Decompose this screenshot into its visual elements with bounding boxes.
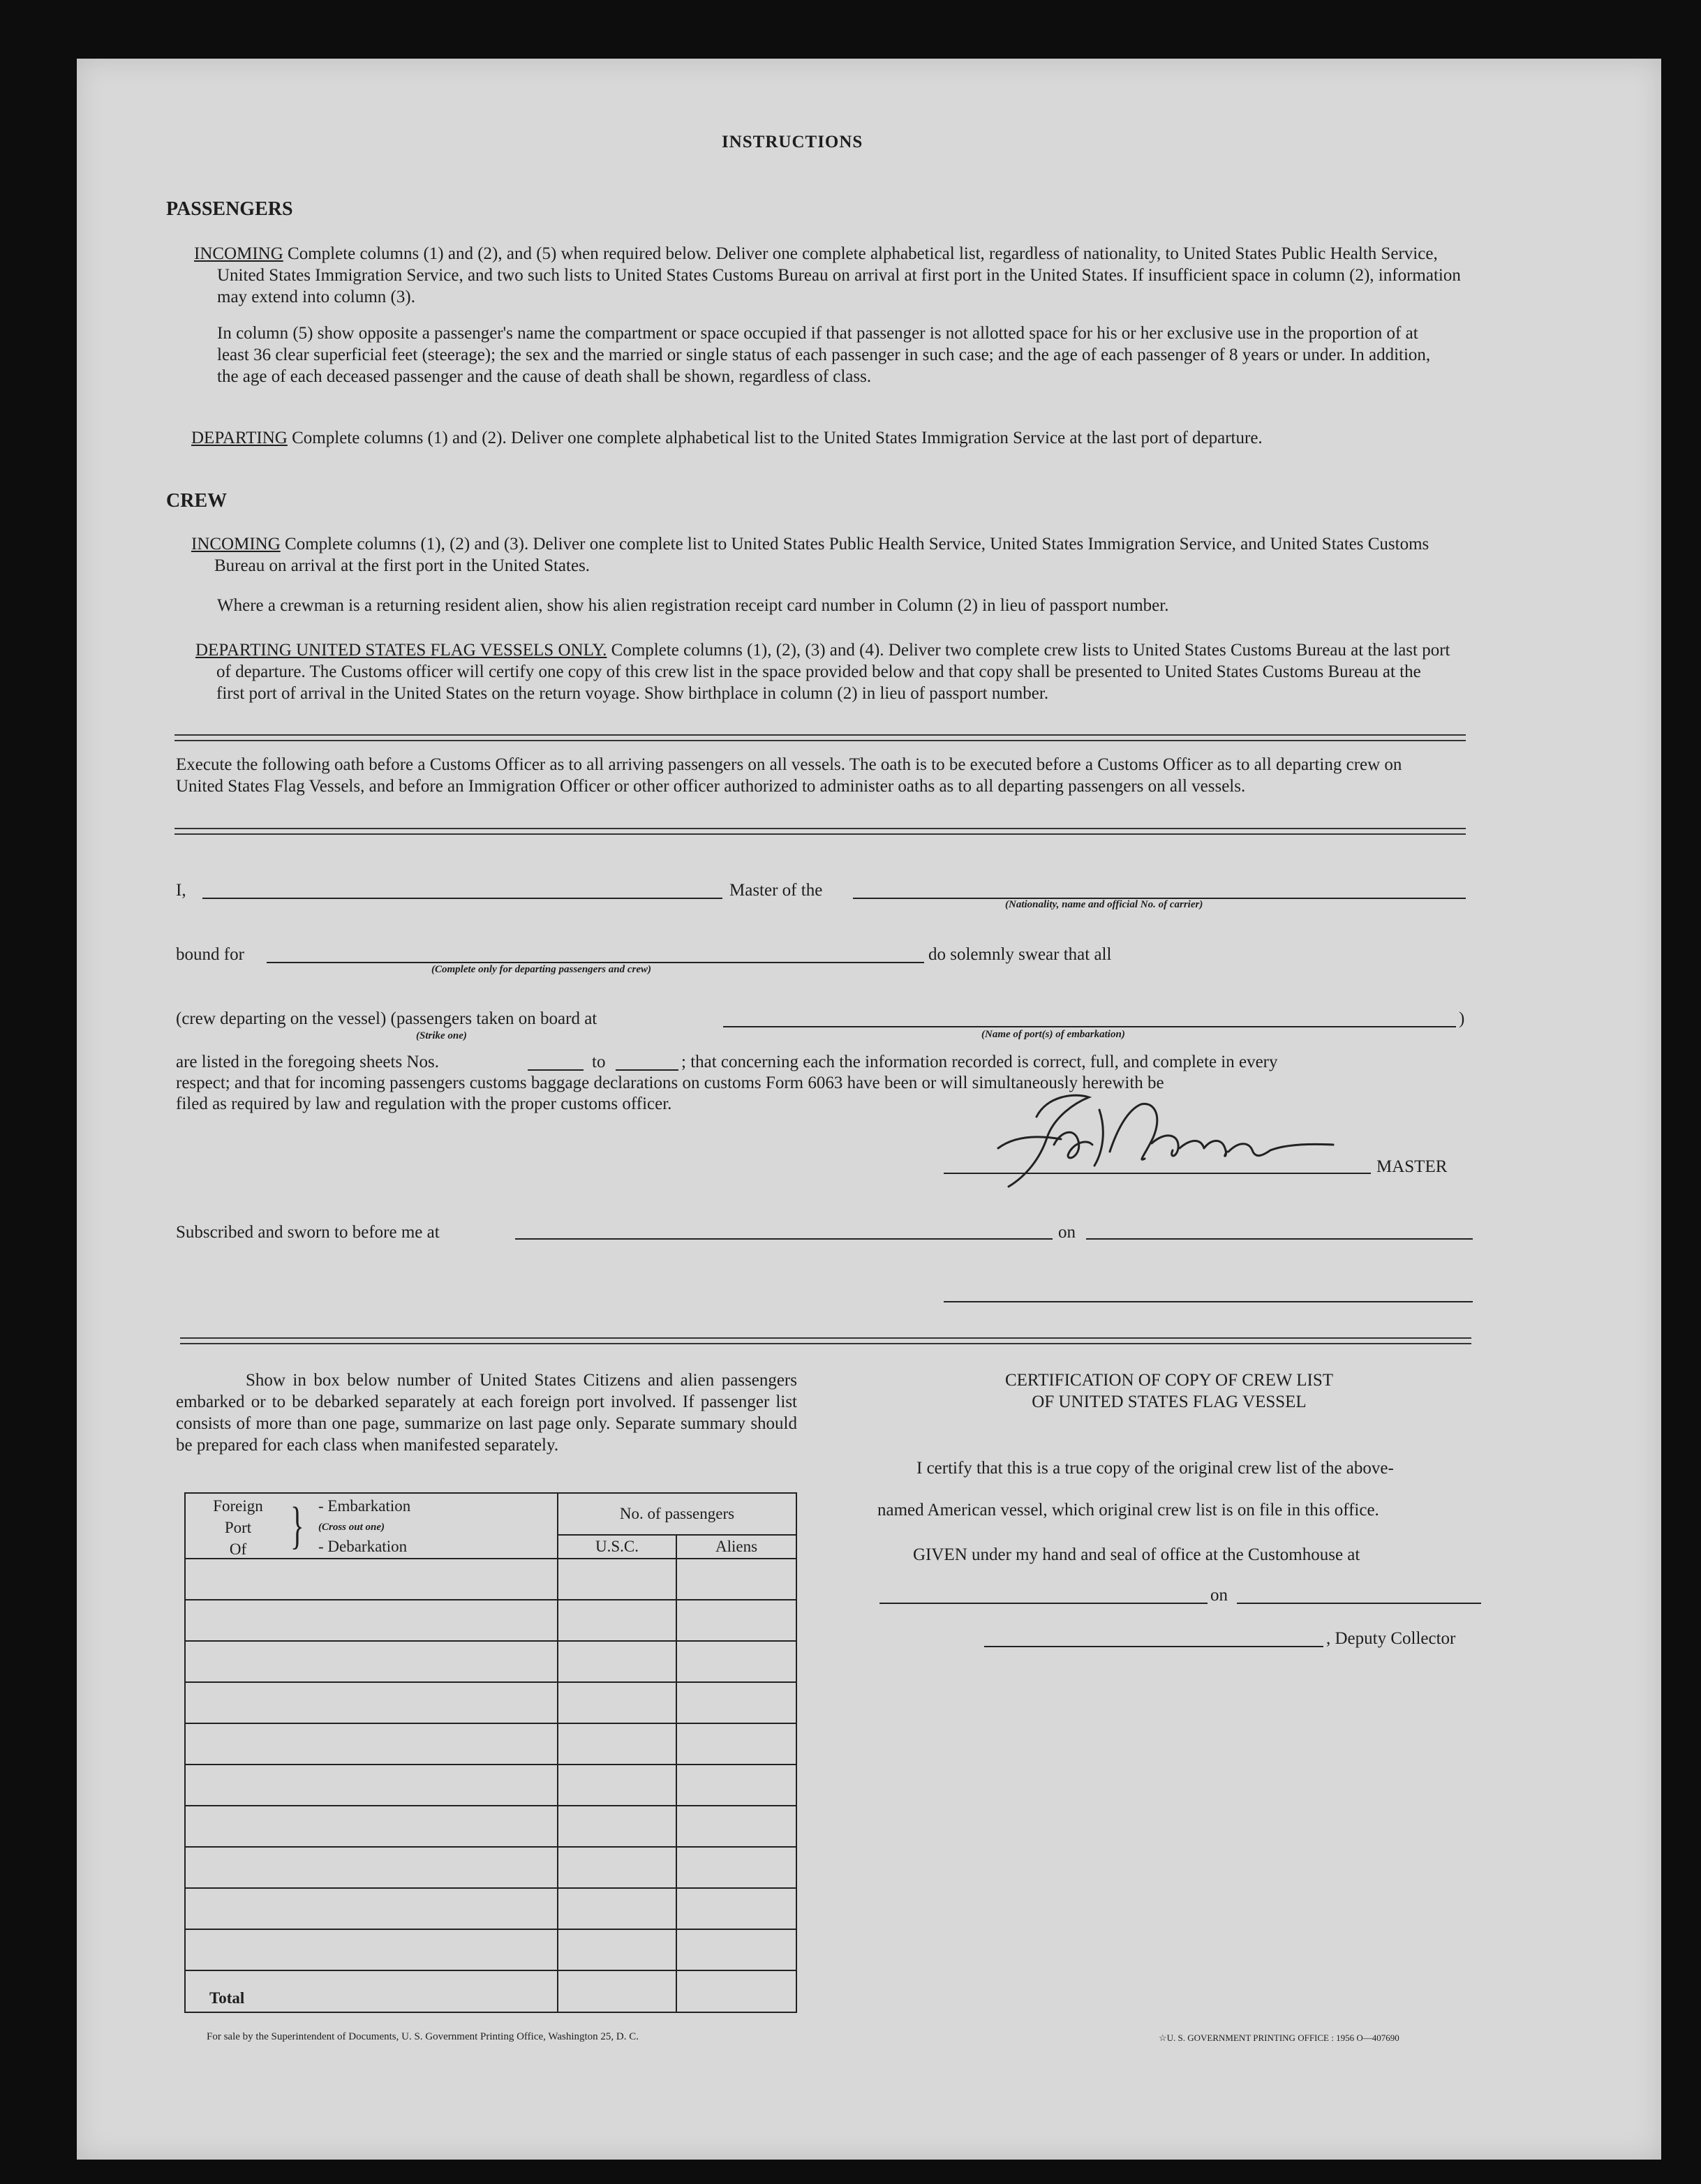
usc-cell[interactable] <box>558 1888 676 1929</box>
port-cell[interactable] <box>185 1765 558 1806</box>
passengers-incoming-paragraph <box>194 243 1463 308</box>
usc-cell[interactable] <box>558 1600 676 1641</box>
strike-one-caption: (Strike one) <box>416 1030 467 1041</box>
passengers-incoming-label: INCOMING <box>194 244 283 263</box>
aliens-cell[interactable] <box>676 1806 796 1847</box>
crew-incoming-paragraph <box>191 533 1453 577</box>
debarkation-label: - Debarkation <box>318 1538 408 1555</box>
bound-for-field[interactable] <box>267 962 924 963</box>
port-header-cell <box>185 1493 558 1559</box>
total-aliens-cell[interactable] <box>676 1970 796 2012</box>
subscribed-label: Subscribed and sworn to before me at <box>176 1223 440 1242</box>
certification-on-label: on <box>1210 1586 1228 1605</box>
usc-cell[interactable] <box>558 1806 676 1847</box>
table-row <box>185 1765 796 1806</box>
passengers-column-five-paragraph: In column (5) show opposite a passenger's name the compartment or space occupied if that passenger is not allotted space for his or her exclusive use in the proportion of at least 36 clear superficial feet (steerage); the sex and the married or single status of each passenger in such case; and the age of each passenger of 8 years or under. In addition, the age of each deceased passenger and the cause of death shall be shown, regardless of class. <box>217 324 1431 386</box>
table-row <box>185 1641 796 1682</box>
of-label: Of <box>229 1540 247 1558</box>
crew-heading: CREW <box>166 490 228 512</box>
listed-text-filed: filed as required by law and regulation with the proper customs officer. <box>176 1094 672 1113</box>
port-cell[interactable] <box>185 1723 558 1765</box>
total-usc-cell[interactable] <box>558 1970 676 2012</box>
usc-cell[interactable] <box>558 1559 676 1600</box>
aliens-cell[interactable] <box>676 1682 796 1723</box>
oath-i-label: I, <box>176 881 186 900</box>
aliens-cell[interactable] <box>676 1723 796 1765</box>
table-row <box>185 1600 796 1641</box>
certification-title <box>872 1369 1466 1413</box>
officer-signature-field[interactable] <box>944 1301 1473 1302</box>
port-cell[interactable] <box>185 1682 558 1723</box>
crew-incoming-text: Complete columns (1), (2) and (3). Deliver one complete list to United States Public Health Service, United States Immigration Service, and United States Customs Bureau on arrival at the first port in the United States. <box>214 535 1429 575</box>
deputy-collector-field[interactable] <box>984 1646 1323 1647</box>
usc-cell[interactable] <box>558 1765 676 1806</box>
usc-cell[interactable] <box>558 1641 676 1682</box>
certification-line-2: named American vessel, which original crew list is on file in this office. <box>877 1501 1379 1520</box>
port-label: Port <box>224 1519 252 1536</box>
nationality-caption: (Nationality, name and official No. of carrier) <box>1005 899 1203 910</box>
listed-text-respect: respect; and that for incoming passengers customs baggage declarations on customs Form 6063 have been or will simultaneously herewith be <box>176 1074 1164 1092</box>
port-cell[interactable] <box>185 1600 558 1641</box>
deputy-collector-label: , Deputy Collector <box>1326 1629 1456 1648</box>
port-cell[interactable] <box>185 1929 558 1970</box>
usc-header: U.S.C. <box>558 1535 676 1559</box>
summary-instruction: Show in box below number of United States Citizens and alien passengers embarked or to be debarked separately at each foreign port involved. If passenger list consists of more than one page, summarize on last page only. Separate summary should be prepared for each class when manifested separately. <box>176 1371 797 1455</box>
footer-printing-office: ☆U. S. GOVERNMENT PRINTING OFFICE : 1956 O—407690 <box>1159 2033 1399 2043</box>
ports-caption: (Name of port(s) of embarkation) <box>981 1029 1125 1040</box>
port-cell[interactable] <box>185 1888 558 1929</box>
port-cell[interactable] <box>185 1641 558 1682</box>
sworn-on-label: on <box>1058 1223 1076 1242</box>
aliens-cell[interactable] <box>676 1765 796 1806</box>
sworn-date-field[interactable] <box>1086 1238 1473 1240</box>
oath-instruction-paragraph: Execute the following oath before a Customs Officer as to all arriving passengers on all vessels. The oath is to be executed before a Customs Officer as to all departing crew on United States Flag Vessels, and before an Immigration Officer or other officer authorized to administer oaths as to all departing passengers on all vessels. <box>176 755 1402 796</box>
master-of-the-label: Master of the <box>729 881 823 900</box>
crew-incoming-label: INCOMING <box>191 535 281 554</box>
table-row <box>185 1559 796 1600</box>
usc-cell[interactable] <box>558 1723 676 1765</box>
aliens-cell[interactable] <box>676 1559 796 1600</box>
crew-resident-paragraph: Where a crewman is a returning resident alien, show his alien registration receipt card number in Column (2) in lieu of passport number. <box>217 596 1169 615</box>
listed-label: are listed in the foregoing sheets Nos. <box>176 1053 439 1071</box>
to-label: to <box>592 1053 606 1071</box>
port-cell[interactable] <box>185 1847 558 1888</box>
complete-only-caption: (Complete only for departing passengers and crew) <box>431 964 651 975</box>
aliens-cell[interactable] <box>676 1929 796 1970</box>
certification-date-field[interactable] <box>1237 1603 1481 1604</box>
port-cell[interactable] <box>185 1806 558 1847</box>
usc-cell[interactable] <box>558 1682 676 1723</box>
master-label: MASTER <box>1376 1157 1448 1176</box>
table-row <box>185 1929 796 1970</box>
passengers-departing-text: Complete columns (1) and (2). Deliver one complete alphabetical list to the United States Immigration Service at the last port of departure. <box>292 429 1263 447</box>
usc-cell[interactable] <box>558 1929 676 1970</box>
aliens-cell[interactable] <box>676 1888 796 1929</box>
sheet-to-field[interactable] <box>616 1069 678 1071</box>
port-summary-table <box>184 1492 797 2013</box>
usc-cell[interactable] <box>558 1847 676 1888</box>
passengers-heading: PASSENGERS <box>166 198 293 220</box>
no-passengers-header: No. of passengers <box>558 1493 796 1535</box>
sheet-from-field[interactable] <box>528 1069 584 1071</box>
certification-title-line-1: CERTIFICATION OF COPY OF CREW LIST <box>1004 1371 1334 1390</box>
certification-line-3: GIVEN under my hand and seal of office at the Customhouse at <box>913 1545 1360 1564</box>
footer-sale-notice: For sale by the Superintendent of Documents, U. S. Government Printing Office, Washington 25, D. C. <box>207 2031 639 2042</box>
crew-departing-text: Complete columns (1), (2), (3) and (4). Deliver two complete crew lists to United States Customs Bureau at the last port of departure. The Customs officer will certify one copy of this crew list in the space provided below and that copy shall be presented to United States Customs Bureau at the first port of arrival in the United States on the return voyage. Show birthplace in column (2) in lieu of passport number. <box>216 641 1450 703</box>
embarkation-ports-field[interactable] <box>723 1026 1456 1027</box>
table-row <box>185 1682 796 1723</box>
section-divider <box>174 734 1466 741</box>
crew-departing-label: DEPARTING UNITED STATES FLAG VESSELS ONLY. <box>195 641 607 660</box>
passengers-incoming-text: Complete columns (1) and (2), and (5) when required below. Deliver one complete alphabetical list, regardless of nationality, to United States Public Health Service, United States Immigration Service, and two such lists to United States Customs Bureau on arrival at first port in the United States. If insufficient space in column (2), information may extend into column (3). <box>217 244 1461 306</box>
master-signature <box>970 1089 1361 1194</box>
aliens-cell[interactable] <box>676 1847 796 1888</box>
cross-out-caption: (Cross out one) <box>318 1522 385 1533</box>
embarkation-label: - Embarkation <box>318 1497 411 1515</box>
total-row <box>185 1970 796 2012</box>
certification-line-1: I certify that this is a true copy of the original crew list of the above- <box>916 1459 1394 1478</box>
page-title: INSTRUCTIONS <box>722 133 863 151</box>
passengers-departing-paragraph <box>191 427 1460 449</box>
sworn-location-field[interactable] <box>515 1238 1053 1240</box>
foreign-label: Foreign <box>213 1497 263 1515</box>
aliens-cell[interactable] <box>676 1600 796 1641</box>
total-label: Total <box>185 1970 558 2012</box>
aliens-cell[interactable] <box>676 1641 796 1682</box>
brace-icon: } <box>290 1497 304 1554</box>
table-row <box>185 1806 796 1847</box>
crew-departing-label: (crew departing on the vessel) (passengers taken on board at <box>176 1009 597 1028</box>
certification-title-line-2: OF UNITED STATES FLAG VESSEL <box>1032 1392 1307 1411</box>
customhouse-field[interactable] <box>879 1603 1208 1604</box>
close-paren: ) <box>1459 1009 1465 1028</box>
passengers-departing-label: DEPARTING <box>191 429 288 447</box>
bound-for-label: bound for <box>176 945 244 964</box>
section-divider <box>180 1337 1471 1344</box>
crew-departing-paragraph <box>195 639 1452 704</box>
aliens-header: Aliens <box>676 1535 796 1559</box>
solemnly-swear-label: do solemnly swear that all <box>928 945 1112 964</box>
table-row <box>185 1723 796 1765</box>
table-row <box>185 1888 796 1929</box>
master-signature-line[interactable] <box>944 1173 1371 1174</box>
table-row <box>185 1847 796 1888</box>
master-name-field[interactable] <box>202 898 722 899</box>
port-cell[interactable] <box>185 1559 558 1600</box>
section-divider <box>174 828 1466 835</box>
listed-text-continued: ; that concerning each the information recorded is correct, full, and complete in every <box>681 1053 1278 1071</box>
